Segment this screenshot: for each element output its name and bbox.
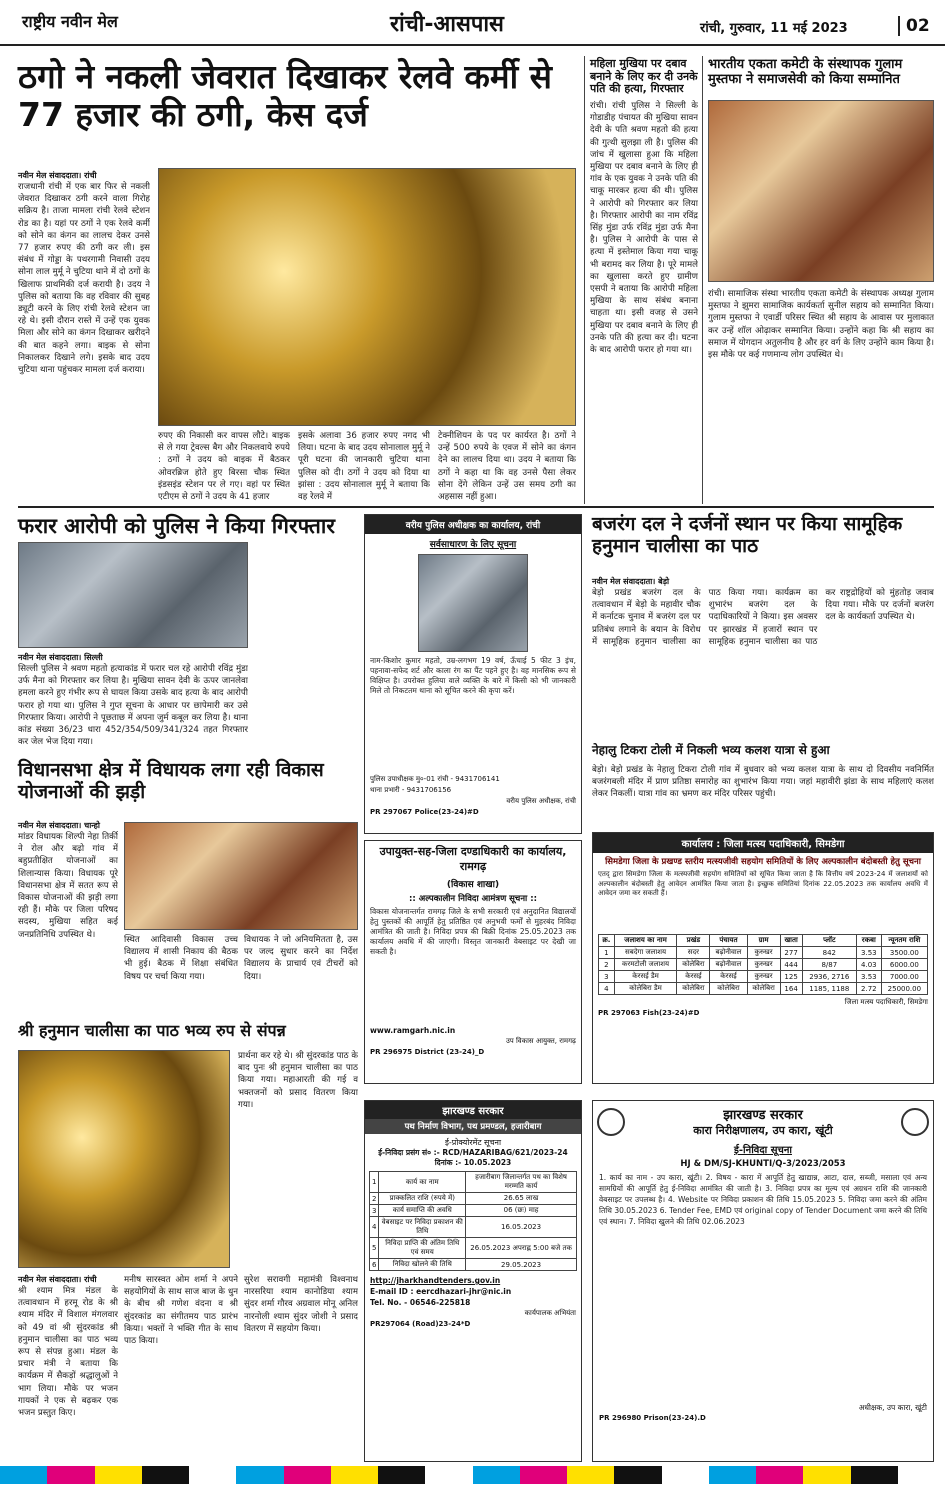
table-row bbox=[599, 959, 928, 971]
table-cell: 3.53 bbox=[856, 971, 881, 983]
felicitation-photo bbox=[708, 100, 934, 282]
lead-body-4: टेक्नीशियन के पद पर कार्यरत है। ठगों ने उन्हें 500 रुपये के एवज में सोने का कंगन देने का लालच दिया था। उदय ने बताया कि ठगों ने कहा था कि वह उनसे पैसा लेकर सोना देंगे लेकिन उन्हें उस समय ठगी का अहसास नहीं हुआ। bbox=[438, 431, 576, 502]
jail-tender-govt: झारखण्ड सरकार bbox=[723, 1108, 803, 1123]
table-cell: हजारीबाग जिलान्तर्गत पथ का विशेष मरम्मति कार्य bbox=[466, 1172, 577, 1193]
table-cell: कार्य समाप्ति की अवधि bbox=[379, 1205, 466, 1217]
road-tender-eproc: ई-प्रोक्योरमेंट सूचना bbox=[444, 1138, 502, 1147]
fish-notice-body: एतद् द्वारा सिमडेगा जिला के मत्स्यजीवी सहयोग समितियों को सूचित किया जाता है कि वित्तीय वर्ष 2023-24 में जलाशयों को अल्पकालीन बंदोबस्ती हेतु आवेदन आमंत्रित किया जाता है। इच्छुक समितियां दिनांक 22.05.2023 तक कार्यालय अवधि में आवेदन जमा कर सकती हैं। bbox=[598, 870, 928, 897]
table-row bbox=[599, 983, 928, 995]
lead-body: राजधानी रांची में एक बार फिर से नकली जेवरात दिखाकर ठगी करने वाला गिरोह सक्रिय है। ताजा मामला रांची रेलवे स्टेशन रोड का है। यहां पर ठगों ने एक रेलवे कर्मी को सोने का कंगन का लालच देकर उनसे 77 हजार रुपए की ठगी कर ली। इस संबंध में गोड्डा के पथरगामी निवासी उदय सोना लाल मुर्मू ने चुटिया थाने में दो ठगों के खिलाफ प्राथमिकी दर्ज करायी है। उदय ने पुलिस को बताया कि वह रविवार की सुबह ड्यूटी करने के लिए रांची रेलवे स्टेशन जा रहे थे। इसी दौरान रास्ते में उन्हें एक युवक मिला और सोने का कंगन दिखाकर खरीदने की बात कहने लगा। बाइक से सोना निकालकर दिखाने लगे। इसके बाद उदय चुटिया थाना पहुंचकर मामला दर्ज कराया। bbox=[18, 182, 150, 376]
table-cell: 2 bbox=[370, 1193, 379, 1205]
table-cell: कोलेबिरा bbox=[710, 983, 747, 995]
table-cell: 3 bbox=[370, 1205, 379, 1217]
side-story-murder-body: रांची। रांची पुलिस ने सिल्ली के गोडाडीह पंचायत की मुखिया सावन देवी के पति श्रवण महतो की हत्या की गुत्थी सुलझा ली है। पुलिस की जांच में खुलासा हुआ कि महिला मुखिया पर दबाव बनाने के लिए ही गांव के एक युवक ने उनके पति की चाकू मारकर हत्या की थी। पुलिस ने आरोपी को गिरफ्तार कर लिया है। गिरफ्तार आरोपी का नाम रविंद्र सिंह मुंडा उर्फ रविंद्र मुंडा उर्फ मैना है। पुलिस ने आरोपी के पास से हत्या में इस्तेमाल किया गया चाकू भी बरामद कर लिया है। पूरे मामले का खुलासा करते हुए ग्रामीण एसपी ने बताया कि आरोपी महिला मुखिया के साथ संबंध बनाना चाहता था। इसी वजह से उसने मुखिया पर दबाव बनाने के लिए ही उनके पति की हत्या कर दी। घटना के बाद आरोपी फरार हो गया था। bbox=[590, 100, 698, 355]
road-tender-tel: Tel. No. - 06546-225818 bbox=[370, 1298, 471, 1307]
table-cell: सबदेगा जलाशय bbox=[614, 947, 677, 959]
fish-col-header: क्र. bbox=[599, 935, 615, 947]
side-story-murder bbox=[590, 58, 698, 492]
kalash-body: बेड़ो। बेड़ो प्रखंड के नेहालु टिकरा टोली गांव में बुधवार को भव्य कलश यात्रा के साथ दो दिवसीय नवनिर्मित बजरंगबली मंदिर में प्राण प्रतिष्ठा समारोह का शुभारंभ किया गया। जहां महावीरी झंडा के साथ महिलाएं कलश लेकर निकलीं। यात्रा गांव का भ्रमण कर मंदिर परिसर पहुंची। bbox=[592, 765, 934, 800]
lead-column-1 bbox=[18, 170, 150, 481]
jail-tender-ref: HJ & DM/SJ-KHUNTI/Q-3/2023/2053 bbox=[680, 1159, 846, 1169]
jail-tender-sign: अधीक्षक, उप कारा, खूंटी bbox=[858, 1403, 927, 1412]
police-notice-subtitle: सर्वसाधारण के लिए सूचना bbox=[429, 540, 517, 550]
absconder-body: सिल्ली पुलिस ने श्रवण महतो हत्याकांड में फरार चल रहे आरोपी रविंद्र मुंडा उर्फ मैना को गिरफ्तार कर लिया है। मुखिया सावन देवी के ऊपर जानलेवा हमला करने हुए गंभीर रूप से घायल किया उसके बाद हत्या के बाद आरोपी फरार हो गया था। पुलिस ने गुप्त सूचना के आधार पर छापेमारी कर उसे गिरफ्तार किया। आरोपी ने पूछताछ में अपना जुर्म कबूल कर लिया है। थाना कांड संख्या 36/23 धारा 452/354/509/341/324 तहत गिरफ्तार कर जेल भेज दिया गया। bbox=[18, 664, 248, 748]
table-cell: 444 bbox=[780, 959, 802, 971]
fish-col-header: न्यूनतम राशि bbox=[881, 935, 927, 947]
table-cell: 8/87 bbox=[802, 959, 856, 971]
fish-col-header: खाता bbox=[780, 935, 802, 947]
road-tender-sign: कार्यपालक अभियंता bbox=[524, 1309, 576, 1317]
vidhan-body-2: स्थित आदिवासी विकास उच्च विद्यालय में शासी निकाय की बैठक भी हुई। बैठक में शिक्षा संबंधित विषय पर चर्चा किया गया। bbox=[124, 935, 238, 982]
road-tender-email[interactable]: E-mail ID : eercdhazari-jhr@nic.in bbox=[370, 1287, 512, 1296]
table-cell: 26.05.2023 अपराह्न 5:00 बजे तक bbox=[466, 1238, 577, 1259]
table-cell: 16.05.2023 bbox=[466, 1217, 577, 1238]
jail-tender-subtitle: ई-निविदा सूचना bbox=[734, 1145, 792, 1156]
chalisa-body-2: मनीष सारस्वत ओम शर्मा ने अपने सहयोगियों के साथ साज बाज के धुन के बीच श्री गणेश वंदना व श्री सुंदरकांड का संगीतमय पाठ प्रारंभ किया। भक्तों ने भक्ति गीत के साथ पाठ किया। bbox=[124, 1275, 238, 1347]
vidhan-headline: विधानसभा क्षेत्र में विधायक लगा रही विकास योजनाओं की झड़ी bbox=[18, 759, 324, 803]
chalisa-body-4: सुरेश सरावगी महामंत्री विश्वनाथ नारसरिया श्याम कानोडिया श्याम सुंदर शर्मा गौरव अग्रवाल मोनू अनिल नारनोली श्याम सुंदर जोशी ने प्रसाद वितरण में सहयोग किया। bbox=[244, 1275, 358, 1334]
table-cell: 2936, 2716 bbox=[802, 971, 856, 983]
side-story-murder-headline: महिला मुखिया पर दबाव बनाने के लिए कर दी उनके पति की हत्या, गिरफ्तार bbox=[590, 57, 698, 96]
road-tender-date: दिनांक :- 10.05.2023 bbox=[434, 1158, 512, 1167]
jharkhand-emblem-icon bbox=[901, 1108, 929, 1136]
table-cell: 125 bbox=[780, 971, 802, 983]
road-tender-dept: पथ निर्माण विभाग, पथ प्रमण्डल, हजारीबाग bbox=[365, 1119, 581, 1134]
table-cell: 5 bbox=[370, 1238, 379, 1259]
felicitation-headline: भारतीय एकता कमेटी के संस्थापक गुलाम मुस्तफा ने समाजसेवी को किया सम्मानित bbox=[708, 57, 903, 87]
jail-tender-notice bbox=[592, 1100, 934, 1462]
table-cell: निविदा प्राप्ति की अंतिम तिथि एवं समय bbox=[379, 1238, 466, 1259]
police-notice-sign: वरीय पुलिस अधीक्षक, रांची bbox=[506, 797, 576, 805]
police-notice bbox=[364, 514, 582, 834]
table-cell: 164 bbox=[780, 983, 802, 995]
table-cell: 2.72 bbox=[856, 983, 881, 995]
table-row bbox=[370, 1193, 577, 1205]
table-cell: निविदा खोलने की तिथि bbox=[379, 1259, 466, 1271]
table-cell: 277 bbox=[780, 947, 802, 959]
jail-tender-dept: कारा निरीक्षणालय, उप कारा, खूंटी bbox=[693, 1124, 833, 1137]
absconder-headline: फरार आरोपी को पुलिस ने किया गिरफ्तार bbox=[18, 514, 335, 538]
table-cell: 1 bbox=[599, 947, 615, 959]
table-cell: 3.53 bbox=[856, 947, 881, 959]
table-cell: केरसई bbox=[710, 971, 747, 983]
road-tender-ref: ई-निविदा प्रसंग सं० :- RCD/HAZARIBAG/621/2023-24 bbox=[378, 1148, 568, 1157]
bajrang-body: बेड़ो प्रखंड बजरंग दल के तत्वावधान में बेड़ो के महावीर चौक में कर्नाटक चुनाव में बजरंग दल पर प्रतिबंध लगाने के बयान के विरोध में सामूहिक हनुमान चालीसा का पाठ किया गया। कार्यक्रम का शुभारंभ बजरंग दल के पदाधिकारियों ने किया। इस अवसर पर झारखंड में हजारों स्थान पर सामूहिक हनुमान चालीसा का पाठ कर राष्ट्रद्रोहियों को मुंहतोड़ जवाब दिया गया। मौके पर दर्जनों बजरंग दल के कार्यकर्ता उपस्थित थे। bbox=[592, 588, 934, 647]
vidhan-body: मांडर विधायक शिल्पी नेहा तिर्की ने रोल और बढ़ो गांव में बहुप्रतीक्षित योजनाओं का शिलान्यास किया। विधायक पूरे विधानसभा क्षेत्र में सतत रूप से विकास योजनाओं की झड़ी लगा रही हैं। मौके पर जिला परिषद सदस्य, मुखिया सहित कई जनप्रतिनिधि उपस्थित थे। bbox=[18, 832, 118, 940]
police-notice-body: नाम-किशोर कुमार महतो, उम्र-लगभग 19 वर्ष, ऊँचाई 5 फीट 3 इंच, पहनावा-सफेद शर्ट और काला रंग का पैंट पहने हुए है। वह मानसिक रूप से विक्षिप्त है। उपरोक्त हुलिया वाले व्यक्ति के बारे में किसी को भी जानकारी मिले तो निकटतम थाना को सूचित करने की कृपा करें। bbox=[370, 656, 576, 695]
table-cell: 25000.00 bbox=[881, 983, 927, 995]
table-cell: कार्य का नाम bbox=[379, 1172, 466, 1193]
fish-col-header: प्लॉट bbox=[802, 935, 856, 947]
lead-body-3: इसके अलावा 36 हजार रुपए नगद भी लिया। घटना के बाद उदय सोनालाल मुर्मू ने पूरी घटना की जानकारी चुटिया थाना पुलिस को दी। ठगों ने उदय को दिया था झांसा : उदय सोनालाल मुर्मू ने बताया कि वह रेलवे में bbox=[298, 431, 430, 502]
chalisa-byline: नवीन मेल संवाददाता। रांची bbox=[18, 1275, 97, 1284]
chalisa-body-block bbox=[18, 1274, 118, 1465]
table-cell: केरसई डैम bbox=[614, 971, 677, 983]
ramgarh-notice-title: उपायुक्त-सह-जिला दण्डाधिकारी का कार्यालय, रामगढ़ bbox=[379, 845, 567, 873]
table-cell: कोलेबिरा bbox=[747, 983, 780, 995]
ramgarh-notice-web[interactable]: www.ramgarh.nic.in bbox=[370, 1026, 456, 1035]
table-cell: 842 bbox=[802, 947, 856, 959]
vidhan-body-block bbox=[18, 820, 118, 1011]
table-cell: 1 bbox=[370, 1172, 379, 1193]
road-tender-pr: PR297064 (Road)23-24*D bbox=[370, 1320, 471, 1328]
ramgarh-notice-subtitle: :: अल्पकालीन निविदा आमंत्रण सूचना :: bbox=[408, 894, 537, 904]
fish-notice-office: कार्यालय : जिला मत्स्य पदाधिकारी, सिमडेगा bbox=[593, 833, 933, 853]
table-cell: 3500.00 bbox=[881, 947, 927, 959]
fish-notice-table bbox=[598, 934, 928, 995]
table-row bbox=[370, 1217, 577, 1238]
table-cell: कोलेबिरा bbox=[677, 983, 710, 995]
fish-col-header: पंचायत bbox=[710, 935, 747, 947]
fish-table-header bbox=[599, 935, 928, 947]
table-cell: 4 bbox=[599, 983, 615, 995]
lead-body-2: रुपए की निकासी कर वापस लौटे। बाइक से ले गया ट्रेवल्स बैग और निकलवाये रुपये : ठगों ने उदय को बाइक में बैठकर ओवरब्रिज होते हुए बिरसा चौक स्थित इंडसइंड स्टेशन पर ले गए। वहां पर स्थित एटीएम से ठगों ने उदय के 41 हजार bbox=[158, 431, 290, 502]
jail-tender-pr: PR 296980 Prison(23-24).D bbox=[599, 1414, 706, 1422]
vidhan-body-3: विधायक ने जो अनियमितता है, उस पर जल्द सुधार करने का निर्देश विद्यालय के प्राचार्य एवं टीचरों को दिया। bbox=[244, 935, 358, 982]
chalisa-body: श्री श्याम मित्र मंडल के तत्वावधान में हरमू रोड के श्री श्याम मंदिर में विशाल मंगलवार को 49 वां श्री सुंदरकांड श्री हनुमान चालीसा का पाठ भव्य रूप से संपन्न हुआ। मंडल के प्रचार मंत्री ने बताया कि कार्यक्रम में सैकड़ों श्रद्धालुओं ने भाग लिया। मौके पर भजन गायकों ने एक से बढ़कर एक भजन प्रस्तुत किए। bbox=[18, 1286, 118, 1419]
table-row bbox=[599, 947, 928, 959]
road-tender-notice bbox=[364, 1100, 582, 1462]
table-cell: 29.05.2023 bbox=[466, 1259, 577, 1271]
table-cell: प्राक्कलित राशि (रुपये में) bbox=[379, 1193, 466, 1205]
fish-col-header: प्रखंड bbox=[677, 935, 710, 947]
table-cell: केरसई bbox=[677, 971, 710, 983]
lead-photo-jewellery bbox=[158, 168, 576, 426]
police-notice-contact-1: पुलिस उपाधीक्षक मु०-01 रांची - 9431706141 bbox=[370, 775, 500, 783]
table-cell: 7000.00 bbox=[881, 971, 927, 983]
table-row bbox=[370, 1238, 577, 1259]
table-row bbox=[370, 1172, 577, 1193]
table-cell: 4 bbox=[370, 1217, 379, 1238]
lead-headline: ठगो ने नकली जेवरात दिखाकर रेलवे कर्मी से 77 हजार की ठगी, केस दर्ज bbox=[18, 57, 552, 134]
table-cell: 2 bbox=[599, 959, 615, 971]
ramgarh-notice-sign: उप विकास आयुक्त, रामगढ़ bbox=[505, 1037, 576, 1045]
bajrang-body-block bbox=[592, 576, 934, 737]
table-cell: करमटोली जलाशय bbox=[614, 959, 677, 971]
ramgarh-notice-pr: PR 296975 District (23-24)_D bbox=[370, 1048, 485, 1056]
newspaper-logo: राष्ट्रीय नवीन मेल bbox=[22, 12, 118, 31]
table-row bbox=[599, 971, 928, 983]
section-title: रांची-आसपास bbox=[390, 12, 504, 37]
vidhan-photo bbox=[124, 822, 358, 930]
fish-notice-sign: जिला मत्स्य पदाधिकारी, सिमडेगा bbox=[844, 998, 928, 1006]
table-cell: सदर bbox=[677, 947, 710, 959]
table-cell: कोलेबिरा डैम bbox=[614, 983, 677, 995]
road-tender-govt: झारखण्ड सरकार bbox=[365, 1101, 581, 1119]
absconder-byline: नवीन मेल संवाददाता। सिल्ली bbox=[18, 653, 103, 662]
table-cell: बढ़ोनीवाल bbox=[710, 947, 747, 959]
table-cell: कुरुखर bbox=[747, 971, 780, 983]
bajrang-byline: नवीन मेल संवाददाता। बेड़ो bbox=[592, 577, 670, 586]
absconder-body-block bbox=[18, 652, 248, 761]
table-cell: 6000.00 bbox=[881, 959, 927, 971]
table-cell: बढ़ोनीवाल bbox=[710, 959, 747, 971]
fish-col-header: ग्राम bbox=[747, 935, 780, 947]
printer-color-bar bbox=[0, 1466, 945, 1484]
missing-person-photo bbox=[418, 554, 528, 652]
chalisa-body-3: प्रार्थना कर रहे थे। श्री सुंदरकांड पाठ के बाद पुनः श्री हनुमान चालीसा का पाठ किया गया। महाआरती की गई व भक्तजनों को प्रसाद वितरण किया गया। bbox=[238, 1051, 358, 1110]
jail-tender-body: 1. कार्य का नाम - उप कारा, खूंटी। 2. विषय - कारा में आपूर्ति हेतु खाद्यान्न, आटा, दाल, सब्जी, मसाला एवं अन्य सामग्रियों की आपूर्ति हेतु ई-निविदा आमंत्रित की जाती है। 3. निविदा प्रपत्र का मूल्य एवं अग्रधन राशि की जानकारी वेबसाइट पर उपलब्ध है। 4. Website पर निविदा प्रकाशन की तिथि 15.05.2023 5. निविदा जमा करने की अंतिम तिथि 30.05.2023 6. Tender Fee, EMD एवं original copy of Tender Document जमा करने की तिथि एवं स्थान। 7. निविदा खुलने की तिथि 02.06.2023 bbox=[599, 1173, 927, 1226]
vidhan-byline: नवीन मेल संवाददाता। चान्हो bbox=[18, 821, 100, 830]
chalisa-headline: श्री हनुमान चालीसा का पाठ भव्य रुप से संपन्न bbox=[18, 1021, 286, 1040]
table-cell: वेबसाइट पर निविदा प्रकाशन की तिथि bbox=[379, 1217, 466, 1238]
table-cell: कुरुखर bbox=[747, 959, 780, 971]
lead-byline: नवीन मेल संवाददाता। रांची bbox=[18, 171, 97, 180]
jharkhand-emblem-icon bbox=[597, 1108, 625, 1136]
fish-notice-pr: PR 297063 Fish(23-24)#D bbox=[598, 1009, 700, 1017]
road-tender-table bbox=[369, 1171, 577, 1271]
felicitation-body: रांची। सामाजिक संस्था भारतीय एकता कमेटी के संस्थापक अध्यक्ष गुलाम मुस्तफा ने झुमरा सामाजिक कार्यकर्ता सुनील सहाय को सम्मानित किया। गुलाम मुस्तफा ने एवार्डी परिसर स्थित श्री सहाय के आवास पर मुलाकात कर उन्हें शॉल ओढ़ाकर सम्मानित किया। उन्होंने कहा कि श्री सहाय का समाज में योगदान अतुलनीय है और हर वर्ग के लिए उन्होंने काम किया है। इस मौके पर कई गणमान्य लोग उपस्थित थे। bbox=[708, 289, 934, 361]
fish-notice bbox=[592, 832, 934, 1084]
table-cell: कोलेबिरा bbox=[677, 959, 710, 971]
absconder-photo bbox=[18, 542, 248, 648]
table-row bbox=[370, 1259, 577, 1271]
masthead bbox=[0, 0, 945, 46]
fish-col-header: जलाशय का नाम bbox=[614, 935, 677, 947]
table-cell: 1185, 1188 bbox=[802, 983, 856, 995]
road-tender-web[interactable]: http://jharkhandtenders.gov.in bbox=[370, 1276, 501, 1285]
chalisa-photo-idol bbox=[18, 1050, 230, 1268]
fish-col-header: रकबा bbox=[856, 935, 881, 947]
kalash-headline: नेहालु टिकरा टोली में निकली भव्य कलश यात्रा से हुआ bbox=[592, 743, 830, 757]
police-notice-contact-2: थाना प्रभारी - 9431706156 bbox=[370, 786, 452, 794]
page-number: 02 bbox=[898, 16, 930, 36]
table-cell: 06 (छः) माह bbox=[466, 1205, 577, 1217]
table-cell: 3 bbox=[599, 971, 615, 983]
dateline: रांची, गुरुवार, 11 मई 2023 bbox=[700, 21, 848, 36]
police-notice-title: वरीय पुलिस अधीक्षक का कार्यालय, रांची bbox=[365, 515, 581, 534]
fish-notice-title: सिमडेगा जिला के प्रखण्ड स्तरीय मत्स्यजीवी सहयोग समितियों के लिए अल्पकालीन बंदोबस्ती हेतु सूचना bbox=[605, 857, 921, 867]
ramgarh-notice-dept: (विकास शाखा) bbox=[446, 880, 500, 890]
police-notice-pr: PR 297067 Police(23-24)#D bbox=[370, 808, 479, 816]
bajrang-headline: बजरंग दल ने दर्जनों स्थान पर किया सामूहिक हनुमान चालीसा का पाठ bbox=[592, 513, 903, 557]
table-cell: कुरुखर bbox=[747, 947, 780, 959]
ramgarh-notice-body: विकास योजनान्तर्गत रामगढ़ जिले के सभी सरकारी एवं अनुदानित विद्यालयों हेतु पुस्तकों की आपूर्ति हेतु प्रतिष्ठित एवं अनुभवी फर्मों से मुहरबंद निविदा आमंत्रित की जाती है। निविदा प्रपत्र की बिक्री दिनांक 25.05.2023 तक कार्यालय अवधि में की जाएगी। विस्तृत जानकारी वेबसाइट पर देखी जा सकती है। bbox=[370, 907, 576, 956]
table-cell: 4.03 bbox=[856, 959, 881, 971]
table-row bbox=[370, 1205, 577, 1217]
table-cell: 26.65 लाख bbox=[466, 1193, 577, 1205]
table-cell: 6 bbox=[370, 1259, 379, 1271]
ramgarh-notice bbox=[364, 840, 582, 1084]
